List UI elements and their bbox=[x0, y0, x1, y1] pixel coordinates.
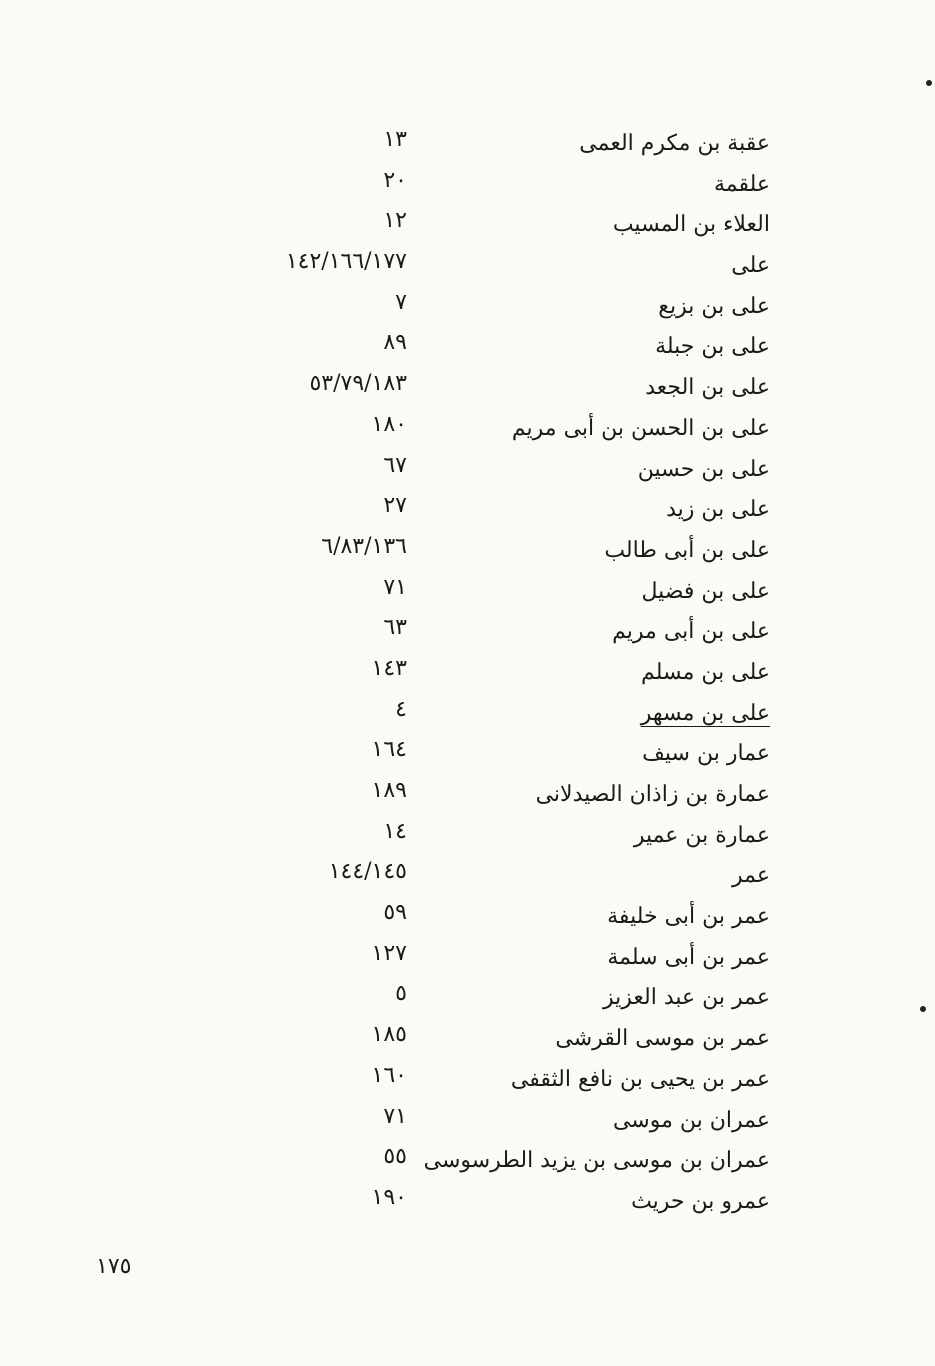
entry-name: عمر بن موسى القرشى bbox=[555, 1026, 770, 1052]
entry-pages: ١٩٠ bbox=[371, 1184, 407, 1210]
index-entry bbox=[0, 775, 935, 816]
entry-name: عمارة بن عمير bbox=[633, 822, 770, 848]
entry-name: عمران بن موسى bbox=[612, 1107, 770, 1133]
entry-pages: ٢٧ bbox=[383, 493, 407, 519]
entry-name: عمران بن موسى بن يزيد الطرسوسى bbox=[423, 1148, 770, 1174]
index-entry bbox=[0, 653, 935, 694]
index-entry bbox=[0, 124, 935, 165]
index-entry bbox=[0, 531, 935, 572]
scan-speck bbox=[926, 80, 932, 86]
index-entry bbox=[0, 1101, 935, 1142]
entry-name: على بن مسهر bbox=[640, 700, 770, 726]
index-entry bbox=[0, 327, 935, 368]
entry-name: العلاء بن المسيب bbox=[612, 212, 770, 238]
entry-pages: ١٨٠ bbox=[371, 411, 407, 437]
entry-name: عمر بن أبى سلمة bbox=[607, 944, 770, 970]
page-number: ١٧٥ bbox=[96, 1254, 132, 1279]
entry-pages: ١٢ bbox=[383, 208, 407, 234]
index-entry bbox=[0, 490, 935, 531]
entry-pages: ٧ bbox=[395, 289, 407, 315]
entry-pages: ١٨٥ bbox=[371, 1022, 407, 1048]
index-entry bbox=[0, 1060, 935, 1101]
index-entry bbox=[0, 246, 935, 287]
scan-speck bbox=[920, 1006, 926, 1012]
entry-name: عمرو بن حريث bbox=[631, 1188, 770, 1214]
entry-name: على بن بزيع bbox=[658, 293, 770, 319]
index-entry bbox=[0, 1141, 935, 1182]
entry-pages: ٤ bbox=[395, 696, 407, 722]
index-entry bbox=[0, 734, 935, 775]
index-entry bbox=[0, 1019, 935, 1060]
index-entry bbox=[0, 897, 935, 938]
entry-pages: ٥٥ bbox=[383, 1144, 407, 1170]
entry-pages: ٧١ bbox=[383, 574, 407, 600]
entry-pages: ١٦٤ bbox=[371, 737, 407, 763]
entry-name: على بن أبى مريم bbox=[612, 619, 770, 645]
entry-pages: ٥٣/٧٩/١٨٣ bbox=[309, 371, 407, 397]
entry-pages: ٧١ bbox=[383, 1103, 407, 1129]
entry-name: على بن زيد bbox=[666, 497, 770, 523]
entry-name: عمارة بن زاذان الصيدلانى bbox=[535, 782, 770, 807]
entry-pages: ٦٧ bbox=[383, 452, 407, 478]
entry-name: على bbox=[731, 253, 770, 279]
entry-pages: ١٤ bbox=[383, 818, 407, 844]
entry-name: عمر بن أبى خليفة bbox=[607, 904, 770, 930]
entry-name: على بن الجعد bbox=[645, 375, 770, 401]
entry-pages: ١٢٧ bbox=[371, 940, 407, 966]
index-entry bbox=[0, 287, 935, 328]
index-entry bbox=[0, 165, 935, 206]
entry-name: على بن جبلة bbox=[655, 334, 770, 360]
entry-name: على بن أبى طالب bbox=[604, 537, 770, 563]
entry-pages: ٦/٨٣/١٣٦ bbox=[321, 533, 407, 559]
entry-pages: ٥٩ bbox=[383, 900, 407, 926]
index-entry bbox=[0, 368, 935, 409]
index-entry bbox=[0, 572, 935, 613]
index-entry bbox=[0, 938, 935, 979]
entry-name: على بن الحسن بن أبى مريم bbox=[511, 415, 770, 441]
entry-pages: ١٤٣ bbox=[371, 655, 407, 681]
entry-name: عمار بن سيف bbox=[642, 741, 770, 767]
entry-pages: ١٦٠ bbox=[371, 1062, 407, 1088]
entry-name: على بن مسلم bbox=[641, 659, 770, 685]
entry-name: عمر بن يحيى بن نافع الثقفى bbox=[510, 1066, 770, 1092]
entry-name: على بن فضيل bbox=[641, 578, 770, 604]
index-entry bbox=[0, 205, 935, 246]
entry-pages: ١٤٢/١٦٦/١٧٧ bbox=[285, 249, 407, 275]
entry-pages: ١٨٩ bbox=[371, 778, 407, 803]
index-entry bbox=[0, 409, 935, 450]
index-entry bbox=[0, 612, 935, 653]
index-entry bbox=[0, 1182, 935, 1223]
index-entry bbox=[0, 978, 935, 1019]
entry-name: علقمة bbox=[713, 171, 770, 197]
index-entry bbox=[0, 856, 935, 897]
entry-name: عمر bbox=[732, 863, 770, 889]
entry-pages: ١٤٤/١٤٥ bbox=[328, 859, 407, 885]
entry-name: عمر بن عبد العزيز bbox=[603, 985, 770, 1011]
entry-pages: ٢٠ bbox=[383, 167, 407, 193]
entry-name: على بن حسين bbox=[637, 456, 770, 482]
entry-name: عقبة بن مكرم العمى bbox=[579, 131, 770, 156]
entry-pages: ١٣ bbox=[383, 127, 407, 152]
index-list bbox=[0, 124, 935, 1223]
entry-pages: ٨٩ bbox=[383, 330, 407, 356]
entry-pages: ٦٣ bbox=[383, 615, 407, 641]
entry-pages: ٥ bbox=[395, 981, 407, 1007]
index-entry bbox=[0, 694, 935, 735]
index-entry bbox=[0, 450, 935, 491]
index-entry bbox=[0, 816, 935, 857]
